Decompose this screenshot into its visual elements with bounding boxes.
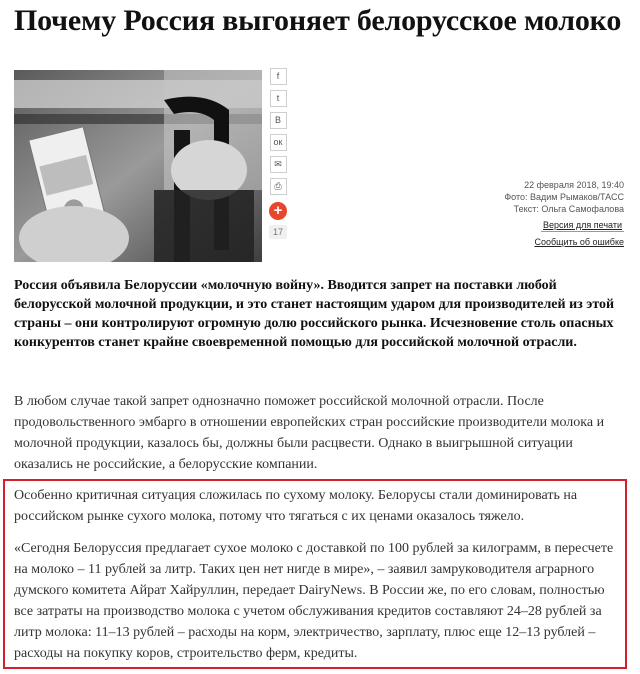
text-credit: Текст: Ольга Самофалова [513,204,624,214]
article-photo [14,70,262,262]
photo-image [14,70,262,262]
vk-share-button[interactable]: В [270,112,287,129]
article-title: Почему Россия выгоняет белорусское молоко [14,4,622,37]
facebook-share-button[interactable]: f [270,68,287,85]
article-paragraph: В любом случае такой запрет однозначно поможет российской молочной отрасли. После продовольственного эмбарго в отношении европейских стран российские производители молока и молочной продукции, казалось бы, должны были расцвести. Однако в выигрышной ситуации оказались не российские, а белорусские компании. [14,394,605,472]
print-version-link[interactable]: Версия для печати [542,220,622,230]
twitter-share-button[interactable]: t [270,90,287,107]
odnoklassniki-share-button[interactable]: ок [270,134,287,151]
article-meta [384,179,624,248]
email-share-button[interactable]: ✉ [270,156,287,173]
article-date: 22 февраля 2018, 19:40 [524,180,624,190]
article-paragraph: Особенно критичная ситуация сложилась по сухому молоку. Белорусы стали доминировать на российском рынке сухого молока, потому что тягаться с их ценами оказалось тяжело. [14,488,578,524]
article-paragraph: «Сегодня Белоруссия предлагает сухое молоко с доставкой по 100 рублей за килограмм, в пересчете на молоко – 11 рублей за литр. Таких цен нет нигде в мире», – заявил замруководителя аграрного думского комитета Айрат Хайруллин, передает DairyNews. В России же, по его словам, полностью все затраты на производство молока с учетом обслуживания кредитов составляют 24–28 рублей за литр молока: 11–13 рублей – расходы на корм, электричество, зарплату, плюс еще 12–13 рублей – расходы на покупку коров, строительство ферм, кредиты. [14,541,614,661]
article-lead: Россия объявила Белоруссии «молочную войну». Вводится запрет на поставки любой белорусской молочной продукции, и это станет настоящим ударом для производителей из этой страны – они контролируют огромную долю российского рынка. Исчезновение столь опасных конкурентов станет крайне своевременной помощью для российской молочной отрасли. [14,278,615,350]
print-icon[interactable]: ⎙ [270,178,287,195]
share-panel [268,68,288,239]
comments-count[interactable]: 17 [269,225,287,239]
report-error-link[interactable]: Сообщить об ошибке [534,237,624,247]
more-share-button[interactable]: + [269,202,287,220]
photo-credit: Фото: Вадим Рымаков/ТАСС [504,192,624,202]
